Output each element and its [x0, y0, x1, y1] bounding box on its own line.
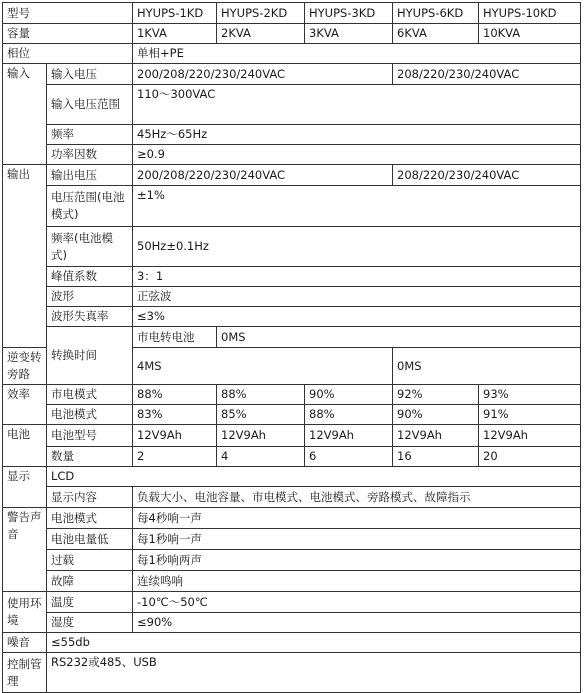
input-voltage-small: 200/208/220/230/240VAC: [133, 64, 393, 85]
capacity-cell: 2KVA: [217, 24, 305, 44]
output-voltage-small: 200/208/220/230/240VAC: [133, 165, 393, 186]
environment-group-label: 使用环境: [3, 592, 47, 633]
table-row: [3, 24, 581, 44]
noise-label: 噪音: [3, 633, 47, 653]
table-row: [3, 529, 581, 550]
efficiency-cell: 91%: [479, 405, 581, 425]
table-row: [3, 44, 581, 64]
control-value: RS232或485、USB: [47, 653, 581, 693]
table-row: [3, 186, 581, 227]
environment-humidity-label: 湿度: [47, 613, 133, 633]
display-content-value: 负载大小、电池容量、市电模式、电池模式、旁路模式、故障指示: [133, 487, 581, 508]
efficiency-battery-label: 电池模式: [47, 405, 133, 425]
table-row: [3, 592, 581, 613]
capacity-label: 容量: [3, 24, 133, 44]
input-voltage-label: 输入电压: [47, 64, 133, 85]
table-row: [3, 405, 581, 425]
table-row: [3, 85, 581, 125]
input-frequency-value: 45Hz～65Hz: [133, 125, 581, 145]
input-pf-label: 功率因数: [47, 145, 133, 165]
output-crest-value: 3：1: [133, 267, 581, 287]
phase-label: 相位: [3, 44, 133, 64]
noise-value: ≤55db: [47, 633, 581, 653]
table-row: [3, 64, 581, 85]
output-range-label: 电压范围(电池模式): [47, 186, 133, 227]
alarm-group-label: 警告声音: [3, 508, 47, 592]
table-row: [3, 145, 581, 165]
display-value: LCD: [47, 467, 581, 487]
control-label: 控制管理: [3, 653, 47, 693]
table-row: [3, 267, 581, 287]
battery-count-cell: 16: [393, 447, 479, 467]
capacity-cell: 6KVA: [393, 24, 479, 44]
input-range-value: 110～300VAC: [133, 85, 581, 125]
table-row: [3, 287, 581, 307]
spec-table: [2, 2, 581, 693]
table-row: [3, 227, 581, 267]
alarm-mode-value: 每1秒响一声: [133, 529, 581, 550]
battery-count-cell: 6: [305, 447, 393, 467]
display-group-label: 显示: [3, 467, 47, 508]
phase-value: 单相+PE: [133, 44, 581, 64]
output-frequency-label: 频率(电池模式): [47, 227, 133, 267]
input-frequency-label: 频率: [47, 125, 133, 145]
battery-type-cell: 12V9Ah: [217, 425, 305, 447]
efficiency-cell: 83%: [133, 405, 217, 425]
table-row: [3, 447, 581, 467]
efficiency-group-label: 效率: [3, 385, 47, 425]
table-row: [3, 385, 581, 405]
model-cell: HYUPS-3KD: [305, 3, 393, 24]
input-voltage-large: 208/220/230/240VAC: [393, 64, 581, 85]
battery-type-cell: 12V9Ah: [393, 425, 479, 447]
efficiency-cell: 90%: [393, 405, 479, 425]
output-thd-label: 波形失真率: [47, 307, 133, 327]
efficiency-cell: 85%: [217, 405, 305, 425]
alarm-mode-label: 电池模式: [47, 508, 133, 529]
table-row: [3, 571, 581, 592]
table-row: [3, 3, 581, 24]
table-row: [3, 613, 581, 633]
table-row: [3, 307, 581, 327]
input-range-label: 输入电压范围: [47, 85, 133, 125]
battery-group-label: 电池: [3, 425, 47, 467]
capacity-cell: 1KVA: [133, 24, 217, 44]
battery-type-cell: 12V9Ah: [305, 425, 393, 447]
alarm-mode-value: 每4秒响一声: [133, 508, 581, 529]
environment-temp-value: -10℃～50℃: [133, 592, 581, 613]
model-cell: HYUPS-6KD: [393, 3, 479, 24]
table-row: [3, 327, 581, 348]
transfer-group-label: 转换时间: [47, 327, 133, 385]
battery-type-cell: 12V9Ah: [479, 425, 581, 447]
table-row: [3, 653, 581, 693]
transfer-bypass-label: 逆变转旁路: [3, 348, 47, 385]
output-wave-label: 波形: [47, 287, 133, 307]
transfer-bypass-small: 4MS: [133, 348, 393, 385]
model-cell: HYUPS-2KD: [217, 3, 305, 24]
table-row: [3, 467, 581, 487]
battery-count-cell: 2: [133, 447, 217, 467]
alarm-mode-label: 电池电量低: [47, 529, 133, 550]
battery-count-cell: 20: [479, 447, 581, 467]
battery-type-cell: 12V9Ah: [133, 425, 217, 447]
output-range-value: ±1%: [133, 186, 581, 227]
display-content-label: 显示内容: [47, 487, 133, 508]
table-row: [3, 508, 581, 529]
output-voltage-large: 208/220/230/240VAC: [393, 165, 581, 186]
environment-humidity-value: ≤90%: [133, 613, 581, 633]
model-cell: HYUPS-1KD: [133, 3, 217, 24]
table-row: [3, 125, 581, 145]
battery-count-label: 数量: [47, 447, 133, 467]
table-row: [3, 425, 581, 447]
output-frequency-value: 50Hz±0.1Hz: [133, 227, 581, 267]
alarm-mode-value: 每1秒响两声: [133, 550, 581, 571]
efficiency-cell: 88%: [305, 405, 393, 425]
efficiency-cell: 88%: [133, 385, 217, 405]
output-group-label: 输出: [3, 165, 47, 348]
model-label: 型号: [3, 3, 133, 24]
output-voltage-label: 输出电压: [47, 165, 133, 186]
table-row: [3, 487, 581, 508]
efficiency-cell: 90%: [305, 385, 393, 405]
battery-count-cell: 4: [217, 447, 305, 467]
efficiency-cell: 88%: [217, 385, 305, 405]
output-crest-label: 峰值系数: [47, 267, 133, 287]
efficiency-cell: 92%: [393, 385, 479, 405]
input-pf-value: ≥0.9: [133, 145, 581, 165]
efficiency-cell: 93%: [479, 385, 581, 405]
alarm-mode-label: 故障: [47, 571, 133, 592]
transfer-mains-label: 市电转电池: [133, 327, 217, 348]
efficiency-mains-label: 市电模式: [47, 385, 133, 405]
table-row: [3, 550, 581, 571]
model-cell: HYUPS-10KD: [479, 3, 581, 24]
table-row: [3, 633, 581, 653]
environment-temp-label: 温度: [47, 592, 133, 613]
capacity-cell: 10KVA: [479, 24, 581, 44]
input-group-label: 输入: [3, 64, 47, 165]
table-row: [3, 165, 581, 186]
transfer-mains-value: 0MS: [217, 327, 581, 348]
alarm-mode-value: 连续鸣响: [133, 571, 581, 592]
battery-type-label: 电池型号: [47, 425, 133, 447]
transfer-bypass-large: 0MS: [393, 348, 581, 385]
output-wave-value: 正弦波: [133, 287, 581, 307]
capacity-cell: 3KVA: [305, 24, 393, 44]
alarm-mode-label: 过载: [47, 550, 133, 571]
output-thd-value: ≤3%: [133, 307, 581, 327]
